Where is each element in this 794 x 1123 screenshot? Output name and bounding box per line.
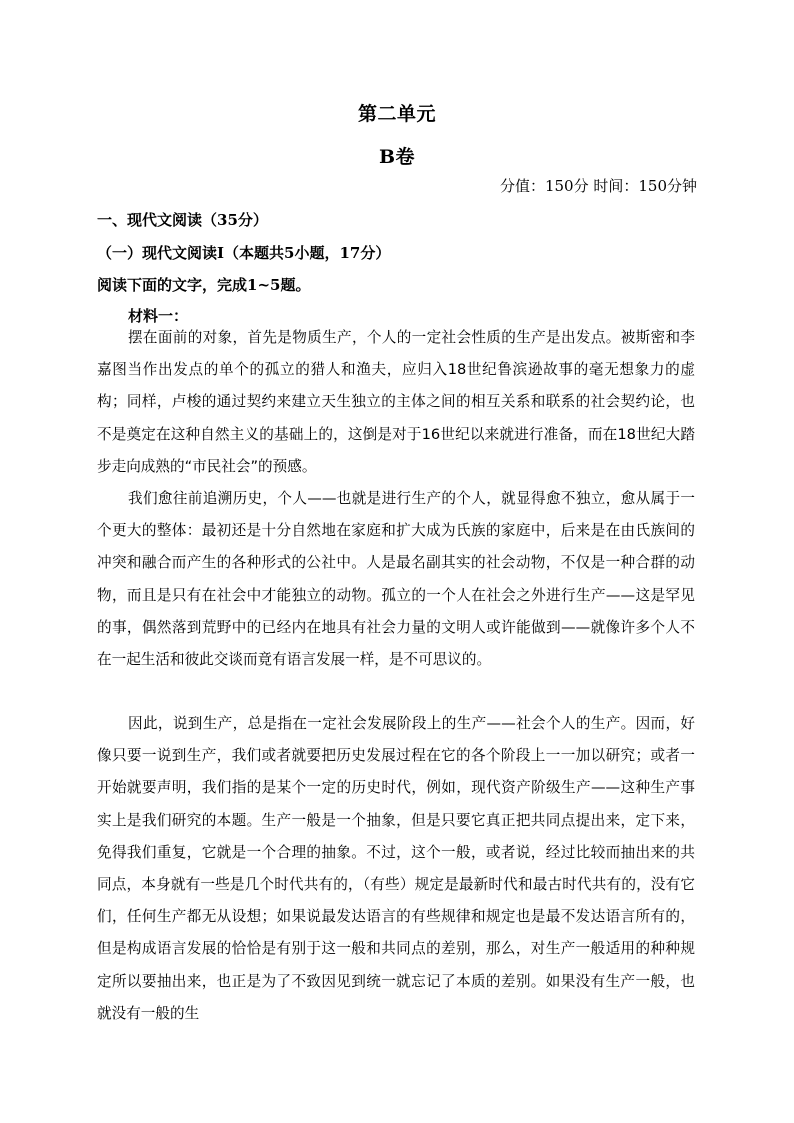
section-heading-modern-reading: 一、现代文阅读（35分） [97,211,268,229]
body-paragraph-1: 摆在面前的对象，首先是物质生产，个人的一定社会性质的生产是出发点。被斯密和李嘉图当作出发点的单个的孤立的猎人和渔夫，应归入18世纪鲁滨逊故事的毫无想象力的虚构；同样，卢梭的通过契约来建立天生独立的主体之间的相互关系和联系的社会契约论，也不是奠定在这种自然主义的基础上的，这倒是对于16世纪以来就进行准备，而在18世纪大踏步走向成熟的“市民社会”的预感。 [97,329,695,475]
reading-instruction: 阅读下面的文字，完成1~5题。 [97,276,311,294]
volume-title: B卷 [378,146,416,168]
subsection-heading-reading-1: （一）现代文阅读Ⅰ（本题共5小题，17分） [97,244,391,262]
body-paragraph-3: 因此，说到生产，总是指在一定社会发展阶段上的生产——社会个人的生产。因而，好像只要一说到生产，我们或者就要把历史发展过程在它的各个阶段上一一加以研究；或者一开始就要声明，我们指的是某个一定的历史时代，例如，现代资产阶级生产——这种生产事实上是我们研究的本题。生产一般是一个抽象，但是只要它真正把共同点提出来，定下来，免得我们重复，它就是一个合理的抽象。不过，这个一般，或者说，经过比较而抽出来的共同点，本身就有一些是几个时代共有的，（有些）规定是最新时代和最古时代共有的，没有它们，任何生产都无从设想；如果说最发达语言的有些规律和规定也是最不发达语言所有的，但是构成语言发展的恰恰是有别于这一般和共同点的差别，那么，对生产一般适用的种种规定所以要抽出来，也正是为了不致因见到统一就忘记了本质的差别。如果没有生产一般，也就没有一般的生 [97,715,695,1022]
material-label: 材料一： [128,307,189,325]
unit-title: 第二单元 [357,103,436,125]
score-time-info: 分值：150分 时间：150分钟 [499,177,697,195]
body-paragraph-2: 我们愈往前追溯历史，个人——也就是进行生产的个人，就显得愈不独立，愈从属于一个更大的整体：最初还是十分自然地在家庭和扩大成为氏族的家庭中，后来是在由氏族间的冲突和融合而产生的各种形式的公社中。人是最名副其实的社会动物，不仅是一种合群的动物，而且是只有在社会中才能独立的动物。孤立的一个人在社会之外进行生产——这是罕见的事，偶然落到荒野中的已经内在地具有社会力量的文明人或许能做到——就像许多个人不在一起生活和彼此交谈而竟有语言发展一样，是不可思议的。 [97,490,695,669]
